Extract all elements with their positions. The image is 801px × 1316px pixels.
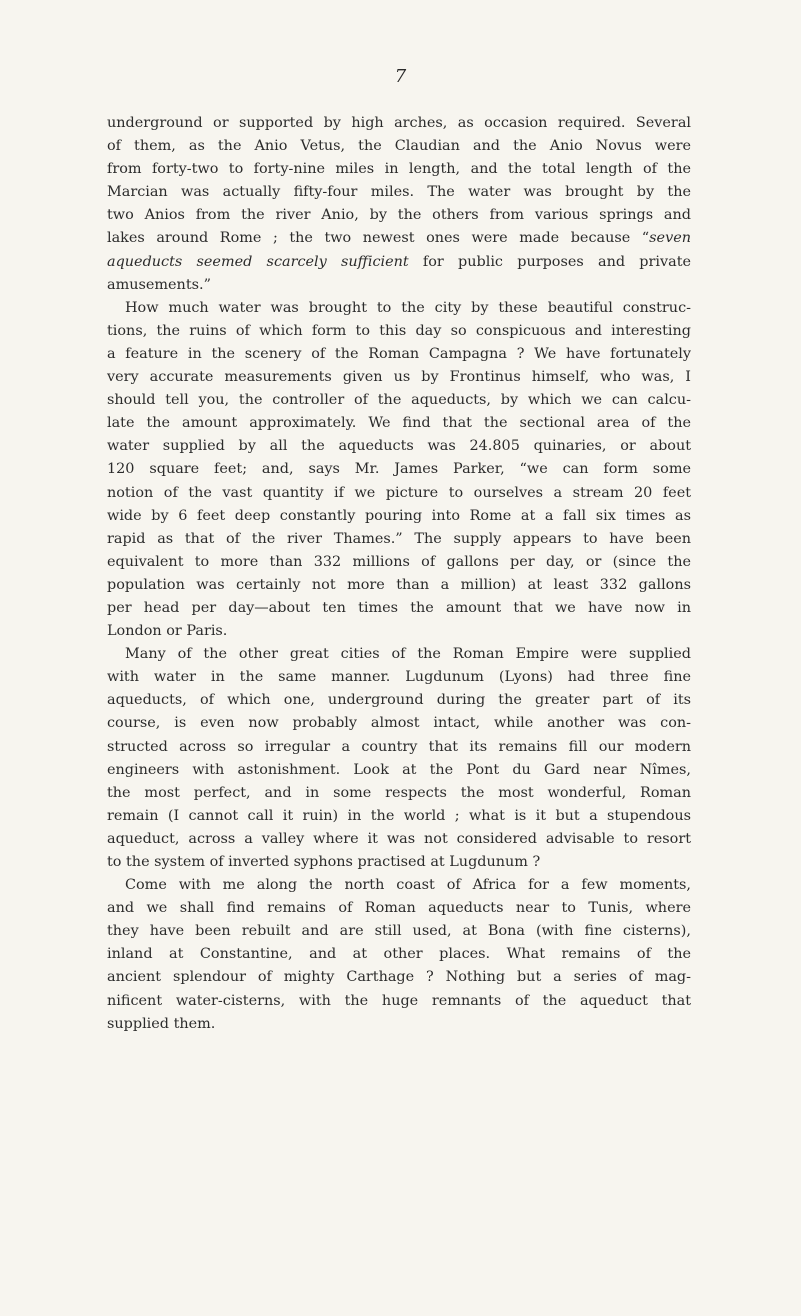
text-line: ancient splendour of mighty Carthage ? Nothing but a series of mag- [107,969,691,986]
text-line: underground or supported by high arches, as occasion required. Several [107,115,691,131]
text-line [107,227,691,250]
text-line: two Anios from the river Anio, by the others from various springs and [107,207,691,224]
text-line: notion of the vast quantity if we picture to ourselves a stream 20 feet [107,484,691,501]
text-line: per head per day—about ten times the amount that we have now in [107,599,691,616]
text-line: remain (I cannot call it ruin) in the world ; what is it but a stupendous [107,807,691,824]
text-line: Many of the other great cities of the Roman Empire were supplied [125,646,691,663]
text-line: a feature in the scenery of the Roman Campagna ? We have fortunately [107,345,691,362]
text-line: 120 square feet; and, says Mr. James Parker, “we can form some [107,461,691,478]
body-text [107,112,691,1036]
text-line: they have been rebuilt and are still used, at Bona (with fine cisterns), [107,923,691,940]
text-line: Marcian was actually fifty-four miles. The water was brought by the [107,184,691,201]
text-line: course, is even now probably almost intact, while another was con- [107,715,691,732]
text-line: of them, as the Anio Vetus, the Claudian and the Anio Novus were [107,138,691,155]
text-line: water supplied by all the aqueducts was 24.805 quinaries, or about [107,438,691,455]
page-number: 7 [394,66,407,87]
text-line: engineers with astonishment. Look at the Pont du Gard near Nîmes, [107,761,691,778]
text-line: equivalent to more than 332 millions of gallons per day, or (since the [107,553,691,570]
text-line: aqueduct, across a valley where it was not considered advisable to resort [107,830,691,847]
italic-text: seven [649,230,691,247]
text-line: inland at Constantine, and at other places. What remains of the [107,946,691,963]
text-line: aqueducts, of which one, underground during the greater part of its [107,692,691,709]
italic-text: aqueducts seemed scarcely sufficient [107,253,409,270]
text-segment: for public purposes and private [408,253,691,270]
text-line: rapid as that of the river Thames.” The supply appears to have been [107,530,691,547]
text-line [107,251,691,274]
text-line: with water in the same manner. Lugdunum (Lyons) had three fine [107,669,691,686]
text-line: population was certainly not more than a million) at least 332 gallons [107,576,691,593]
text-line: the most perfect, and in some respects the most wonderful, Roman [107,784,691,801]
text-line: late the amount approximately. We find that the sectional area of the [107,415,691,432]
text-line: should tell you, the controller of the aqueducts, by which we can calcu- [107,392,691,409]
text-line: wide by 6 feet deep constantly pouring into Rome at a fall six times as [107,507,691,524]
text-line: and we shall find remains of Roman aqueducts near to Tunis, where [107,900,691,917]
text-line: very accurate measurements given us by Frontinus himself, who was, I [107,369,691,386]
text-line: to the system of inverted syphons practised at Lugdunum ? [107,854,541,870]
text-line: structed across so irregular a country that its remains fill our modern [107,738,691,755]
text-line: supplied them. [107,1015,216,1032]
text-line: tions, the ruins of which form to this day so conspicuous and interesting [107,322,691,339]
text-segment: lakes around Rome ; the two newest ones were made because “ [107,230,650,247]
text-line: How much water was brought to the city by these beautiful construc- [125,299,691,316]
text-line: Come with me along the north coast of Africa for a few moments, [125,877,691,894]
text-line: nificent water-cisterns, with the huge remnants of the aqueduct that [107,992,691,1009]
text-line: London or Paris. [107,623,228,640]
text-line: amusements.” [107,276,211,293]
text-line: from forty-two to forty-nine miles in length, and the total length of the [107,161,691,178]
